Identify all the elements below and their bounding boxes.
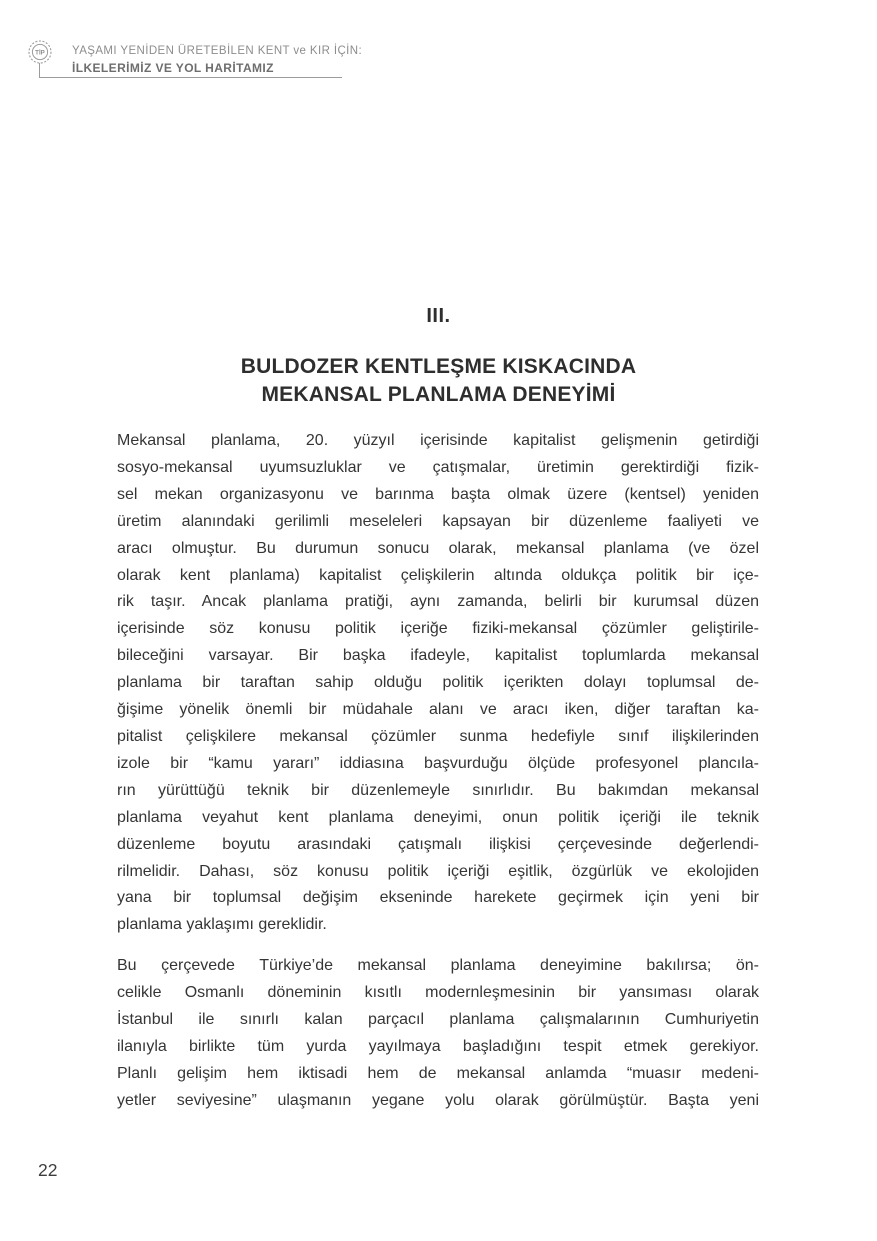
running-header [72, 45, 362, 75]
text-line: Bu çerçevede Türkiye’de mekansal planlama deneyimine bakılırsa; ön- [117, 957, 759, 975]
page-number: 22 [38, 1160, 58, 1180]
text-line: Planlı gelişim hem iktisadi hem de mekansal anlamda “muasır medeni- [117, 1064, 759, 1082]
text-line: celikle Osmanlı döneminin kısıtlı modernleşmesinin bir yansıması olarak [117, 984, 759, 1002]
paragraph [117, 953, 759, 1114]
text-line: rın yürüttüğü teknik bir düzenlemeyle sınırlıdır. Bu bakımdan mekansal [117, 781, 759, 799]
header-rule [39, 77, 342, 78]
text-line: planlama yaklaşımı gereklidir. [117, 916, 327, 934]
header-connector-line [39, 63, 40, 77]
text-line: planlama veyahut kent planlama deneyimi, onun politik içeriği ile teknik [117, 808, 759, 826]
text-line: Mekansal planlama, 20. yüzyıl içerisinde kapitalist gelişmenin getirdiği [117, 432, 759, 449]
text-line: ğişime yönelik önemli bir müdahale alanı ve aracı iken, diğer taraftan ka- [117, 701, 759, 719]
text-line: içerisinde söz konusu politik içeriğe fiziki-mekansal çözümler geliştirile- [117, 620, 759, 638]
tip-party-logo-icon [28, 40, 52, 64]
text-line: üretim alanındaki gerilimli meseleleri kapsayan bir düzenleme faaliyeti ve [117, 512, 759, 530]
text-line: yetler seviyesine” ulaşmanın yegane yolu olarak görülmüştür. Başta yeni [117, 1091, 759, 1109]
text-line: ilanıyla birlikte tüm yurda yayılmaya başladığını tespit etmek gerekiyor. [117, 1037, 759, 1055]
text-line: yana bir toplumsal değişim ekseninde harekete geçirmek için yeni bir [117, 889, 759, 907]
chapter-title-line-2: MEKANSAL PLANLAMA DENEYİMİ [261, 383, 616, 406]
text-line: planlama bir taraftan sahip olduğu politik içerikten dolayı toplumsal de- [117, 674, 759, 692]
text-line: rik taşır. Ancak planlama pratiği, aynı zamanda, belirli bir kurumsal düzen [117, 593, 759, 611]
section-number: III. [426, 305, 451, 327]
text-line: İstanbul ile sınırlı kalan parçacıl planlama çalışmalarının Cumhuriyetin [117, 1011, 759, 1029]
running-header-line-2: İLKELERİMİZ VE YOL HARİTAMIZ [72, 61, 274, 75]
text-line: izole bir “kamu yararı” iddiasına başvurduğu ölçüde profesyonel plancıla- [117, 754, 759, 772]
text-line: sosyo-mekansal uyumsuzluklar ve çatışmalar, üretimin gerektirdiği fizik- [117, 458, 759, 476]
body-text [117, 428, 759, 1129]
text-line: rilmelidir. Dahası, söz konusu politik içeriği eşitlik, özgürlük ve ekolojiden [117, 862, 759, 880]
chapter-title-line-1: BULDOZER KENTLEŞME KISKACINDA [240, 355, 637, 378]
running-header-line-1: YAŞAMI YENİDEN ÜRETEBİLEN KENT ve KIR İÇİN: [72, 45, 363, 57]
text-line: sel mekan organizasyonu ve barınma başta olmak üzere (kentsel) yeniden [117, 485, 759, 503]
paragraph [117, 428, 759, 939]
logo-text: TİP [35, 49, 45, 57]
text-line: bileceğini varsayar. Bir başka ifadeyle, kapitalist toplumlarda mekansal [117, 647, 759, 665]
text-line: düzenleme boyutu arasındaki çatışmalı ilişkisi çerçevesinde değerlendi- [117, 835, 759, 853]
chapter-title [0, 353, 877, 409]
text-line: olarak kent planlama) kapitalist çelişkilerin altında oldukça politik bir içe- [117, 566, 759, 584]
text-line: pitalist çelişkilere mekansal çözümler sunma hedefiyle sınıf ilişkilerinden [117, 727, 759, 745]
text-line: aracı olmuştur. Bu durumun sonucu olarak, mekansal planlama (ve özel [117, 539, 759, 557]
